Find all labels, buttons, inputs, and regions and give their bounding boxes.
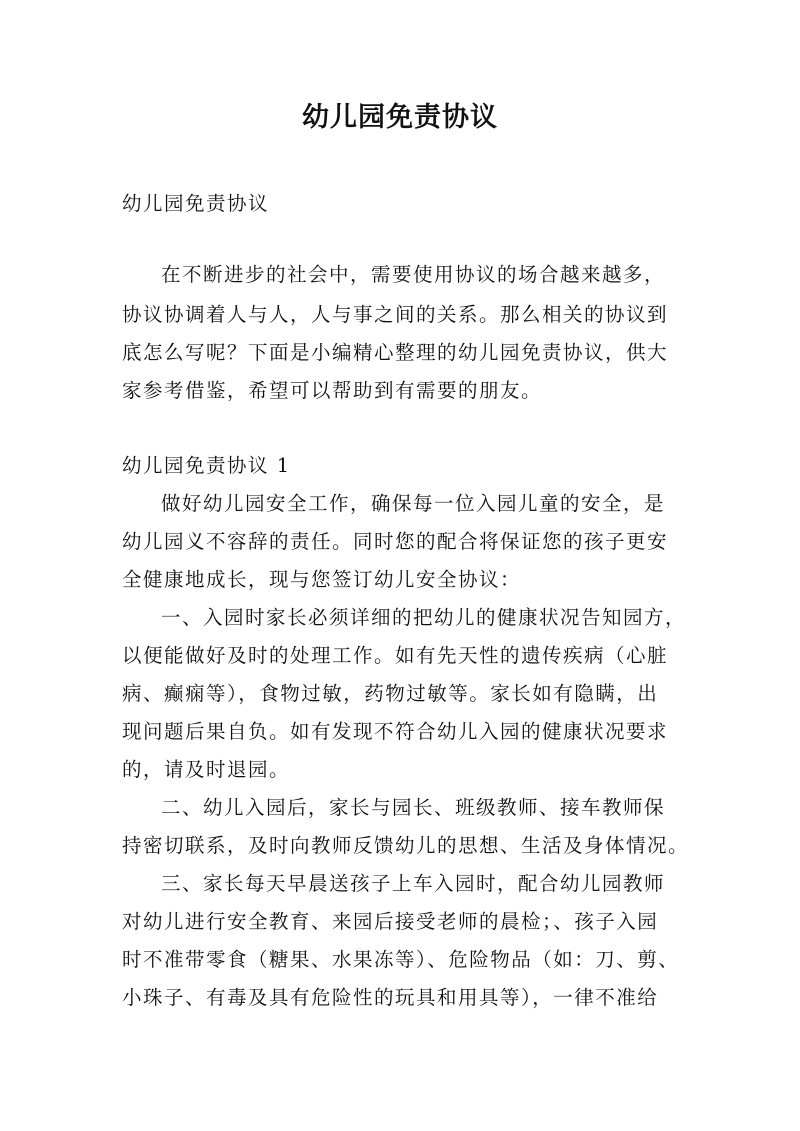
item3-line-2: 对幼儿进行安全教育、来园后接受老师的晨检；、孩子入园 <box>122 910 659 933</box>
item2-line-2: 持密切联系，及时向教师反馈幼儿的思想、生活及身体情况。 <box>122 834 690 857</box>
item3-line-4: 小珠子、有毒及具有危险性的玩具和用具等），一律不准给 <box>122 986 659 1009</box>
item3-line-3: 时不准带零食（糖果、水果冻等）、危险物品（如：刀、剪、 <box>122 948 680 971</box>
item1-line-2: 以便能做好及时的处理工作。如有先天性的遗传疾病（心脏 <box>122 644 669 667</box>
intro-line-4: 家参考借鉴，希望可以帮助到有需要的朋友。 <box>122 379 543 402</box>
item3-line-1: 三、家长每天早晨送孩子上车入园时，配合幼儿园教师 <box>161 872 666 895</box>
intro-line-1: 在不断进步的社会中，需要使用协议的场合越来越多， <box>161 263 666 286</box>
item1-line-1: 一、入园时家长必须详细的把幼儿的健康状况告知园方， <box>161 606 687 629</box>
item2-line-1: 二、幼儿入园后，家长与园长、班级教师、接车教师保 <box>161 796 666 819</box>
para1-line-1: 做好幼儿园安全工作，确保每一位入园儿童的安全，是 <box>161 492 666 515</box>
document-title: 幼儿园免责协议 <box>302 102 498 133</box>
section-heading: 幼儿园免责协议 1 <box>122 454 291 477</box>
para1-line-2: 幼儿园义不容辞的责任。同时您的配合将保证您的孩子更安 <box>122 530 669 553</box>
item1-line-4: 现问题后果自负。如有发现不符合幼儿入园的健康状况要求 <box>122 720 669 743</box>
document-subtitle: 幼儿园免责协议 <box>122 192 270 215</box>
para1-line-3: 全健康地成长，现与您签订幼儿安全协议： <box>122 568 522 591</box>
intro-line-3: 底怎么写呢？下面是小编精心整理的幼儿园免责协议，供大 <box>122 341 669 364</box>
intro-line-2: 协议协调着人与人，人与事之间的关系。那么相关的协议到 <box>122 303 669 326</box>
item1-line-3: 病、癫痫等），食物过敏，药物过敏等。家长如有隐瞒，出 <box>122 682 659 705</box>
item1-line-5: 的，请及时退园。 <box>122 758 291 781</box>
